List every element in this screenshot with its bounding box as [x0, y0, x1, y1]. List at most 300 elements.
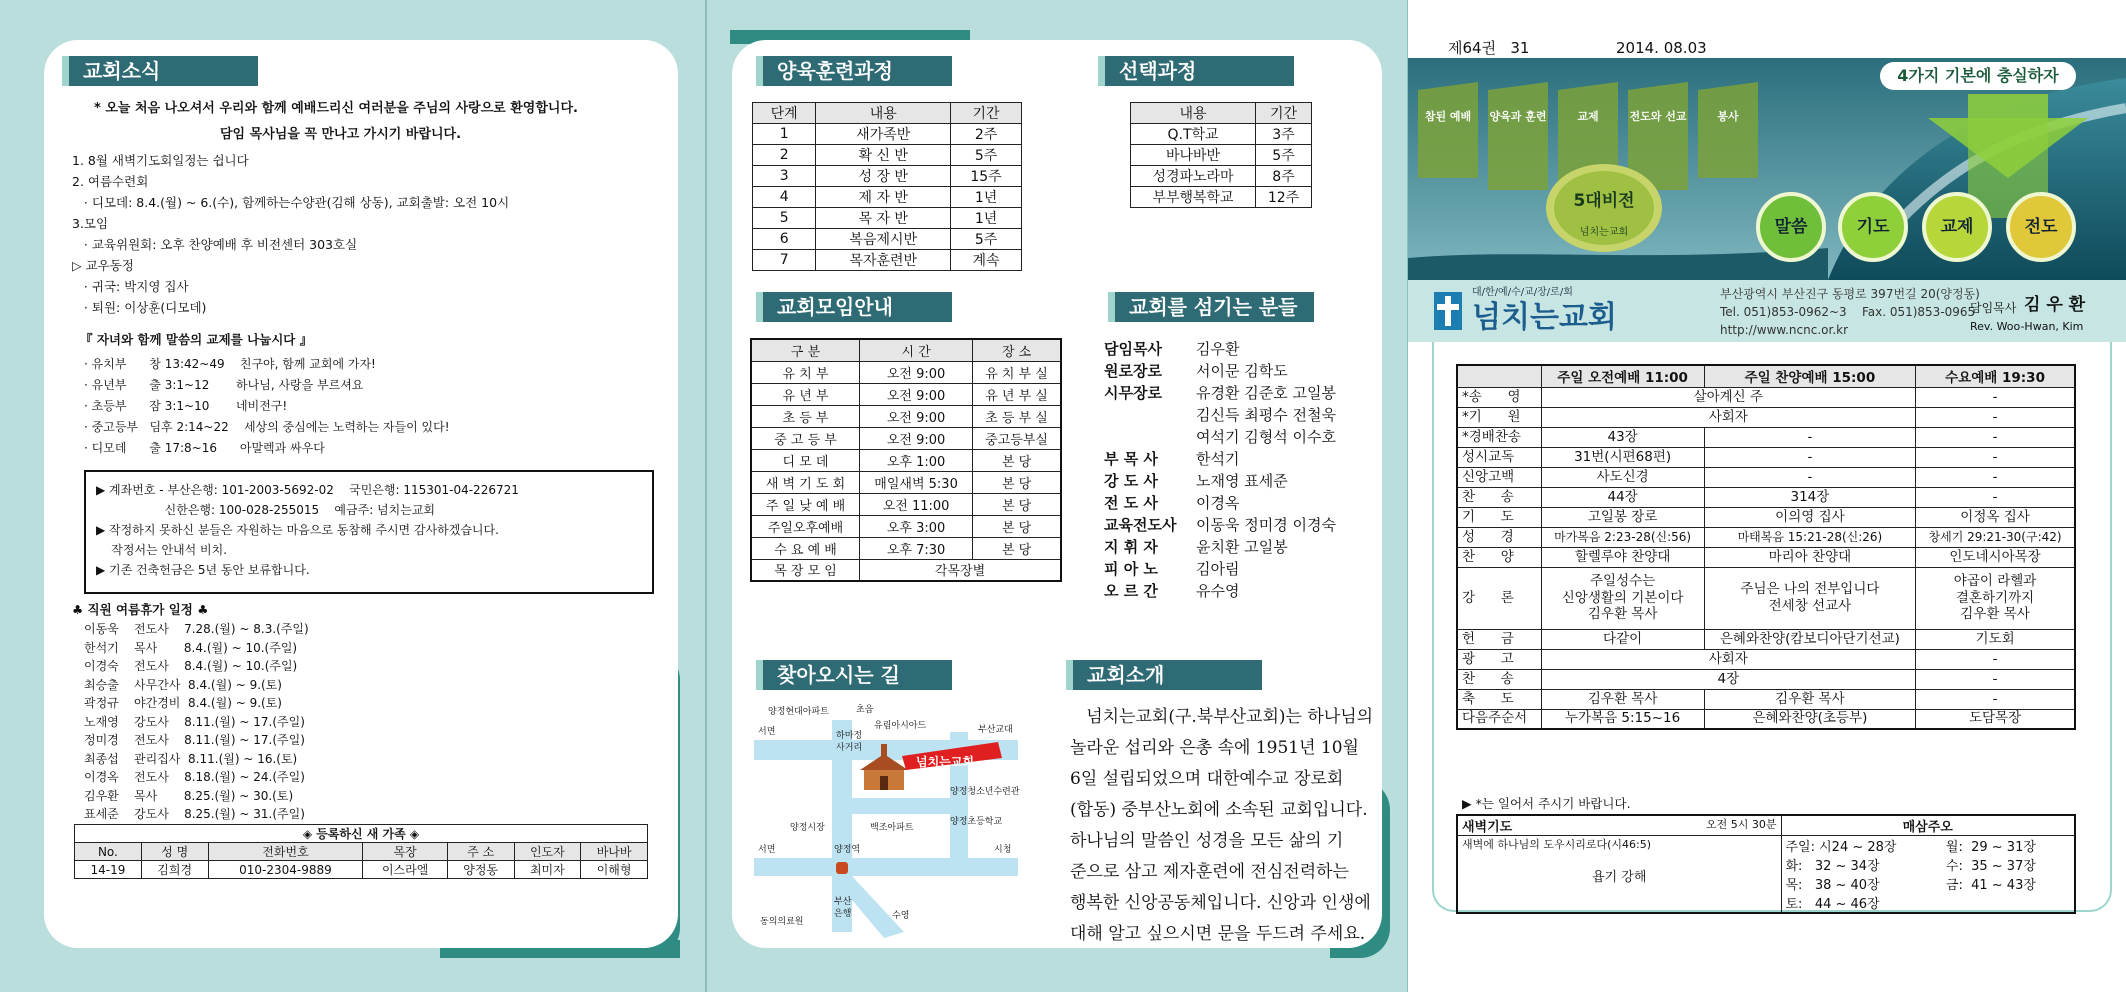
notice-item: ▶ 기존 건축헌금은 5년 동안 보류합니다. [96, 563, 310, 577]
table-cell: 12주 [1256, 187, 1312, 208]
table-row [1782, 836, 2075, 855]
table-cell: 목 장 모 임 [751, 559, 860, 581]
staff-row [1104, 360, 1336, 382]
column-header: 전화번호 [208, 843, 363, 861]
bible-title: 매삼주오 [1781, 815, 2075, 836]
table-cell: 유 년 부 [751, 383, 860, 405]
table-cell: 주님은 나의 전부입니다 전세창 선교사 [1704, 567, 1915, 629]
table-cell: - [1704, 427, 1915, 447]
table-row [753, 187, 1022, 208]
staff-row [1104, 470, 1336, 492]
news-item: · 교육위원회: 오후 찬양예배 후 비전센터 303호실 [72, 237, 358, 252]
table-cell: *경배찬송 [1457, 427, 1541, 447]
vacation-item: 노재영 강도사 8.11.(월) ~ 17.(주일) [84, 714, 305, 729]
section-title: 교회모임안내 [756, 292, 952, 322]
value-circle: 말씀 [1756, 192, 1826, 262]
table-cell: 3주 [1256, 124, 1312, 145]
intro-line: 넘치는교회(구.북부산교회)는 하나님의 [1070, 707, 1374, 727]
sharing-list [84, 354, 450, 459]
intro-line: 행복한 신앙공동체입니다. 신앙과 인생에 [1070, 893, 1371, 913]
table-row [1782, 855, 2075, 874]
table-cell: 14-19 [75, 861, 142, 879]
table-cell: 수 요 예 배 [751, 537, 860, 559]
table-row [75, 861, 648, 879]
table-cell: - [1916, 387, 2075, 407]
table-cell: 기 도 [1457, 507, 1541, 527]
table-cell: - [1916, 427, 2075, 447]
table-cell: 7 [753, 250, 816, 271]
column-header: 목장 [363, 843, 447, 861]
staff-row [1104, 338, 1336, 360]
table-cell: 주일성수는 신앙생활의 기본이다 김우환 목사 [1541, 567, 1704, 629]
table-cell: 각목장별 [860, 559, 1061, 581]
table-cell: 성 경 [1457, 527, 1541, 547]
table-cell: 창세기 29:21-30(구:42) [1916, 527, 2075, 547]
welcome-text: 담임 목사님을 꼭 만나고 가시기 바랍니다. [220, 127, 462, 142]
vacation-item: 이동욱 전도사 7.28.(월) ~ 8.3.(주일) [84, 622, 309, 636]
table-cell: 유 치 부 실 [973, 361, 1061, 383]
intro-line: (합동) 중부산노회에 소속된 교회입니다. [1070, 800, 1368, 820]
table-row [751, 559, 1061, 581]
staff-row [1104, 492, 1336, 514]
table-cell: 성경파노라마 [1131, 166, 1256, 187]
table-row [751, 427, 1061, 449]
table-cell: 월: 29 ~ 31장 [1945, 840, 2036, 855]
table-row [751, 449, 1061, 471]
table-cell: - [1916, 447, 2075, 467]
table-cell: 오후 3:00 [860, 515, 973, 537]
value-circle: 기도 [1838, 192, 1908, 262]
column-header: 수요예배 19:30 [1916, 365, 2075, 387]
column-header: 성 명 [141, 843, 208, 861]
table-cell: 김희경 [141, 861, 208, 879]
welcome-text: * 오늘 처음 나오셔서 우리와 함께 예배드리신 여러분을 주님의 사랑으로 환영합니다. [94, 101, 578, 116]
staff-names: 김아림 [1196, 560, 1240, 578]
vacation-item: 최승출 사무간사 8.4.(월) ~ 9.(토) [84, 677, 282, 692]
church-name: 넘치는교회 [1472, 300, 1617, 335]
map-label: 양정현대아파트 [768, 707, 829, 717]
table-row [1131, 187, 1312, 208]
church-info [1408, 280, 2126, 342]
staff-names: 이동욱 정미경 이경숙 [1196, 516, 1336, 534]
table-row [1457, 547, 2075, 567]
notice-item: 작정서는 안내석 비치. [96, 543, 228, 557]
table-cell: 초 등 부 [751, 405, 860, 427]
table-cell [1942, 893, 2074, 912]
vacation-item: 이경숙 전도사 8.4.(월) ~ 10.(주일) [84, 659, 298, 673]
table-cell: 본 당 [973, 471, 1061, 493]
staff-role: 지 휘 자 [1104, 538, 1158, 556]
section-title: 교회소식 [62, 56, 258, 86]
vacation-item: 이경옥 전도사 8.18.(월) ~ 24.(주일) [84, 770, 305, 784]
staff-row [1104, 558, 1336, 580]
table-row [1457, 427, 2075, 447]
table-row [1457, 387, 2075, 407]
worship-table [1456, 364, 2076, 730]
map-label: 동의의료원 [760, 917, 804, 927]
staff-names: 서이문 김학도 [1196, 362, 1288, 380]
table-cell: 누가복음 5:15~16 [1541, 709, 1704, 729]
table-cell: 부부행복학교 [1131, 187, 1256, 208]
column-header: 구 분 [751, 339, 860, 361]
staff-role: 전 도 사 [1104, 494, 1158, 512]
table-row [753, 145, 1022, 166]
column-header: 장 소 [973, 339, 1061, 361]
table-cell: 제 자 반 [816, 187, 951, 208]
table-cell: 이의영 집사 [1704, 507, 1915, 527]
column-header: 기간 [1256, 103, 1312, 124]
staff-names: 노재영 표세준 [1196, 472, 1288, 490]
staff-role: 오 르 간 [1104, 582, 1158, 600]
table-row [1782, 893, 2075, 912]
column-header: 내용 [816, 103, 951, 124]
staff-row [1104, 536, 1336, 558]
table-cell: 유 치 부 [751, 361, 860, 383]
table-cell: 8주 [1256, 166, 1312, 187]
staff-names: 김신득 최평수 전철욱 [1196, 406, 1336, 424]
staff-names: 한석기 [1196, 450, 1240, 468]
table-cell: 오전 9:00 [860, 427, 973, 449]
pastor-en: Rev. Woo-Hwan, Kim [1970, 320, 2084, 333]
bible-reading [1782, 836, 2075, 912]
map-church-label: 넘치는교회 [916, 755, 974, 769]
table-row [751, 405, 1061, 427]
table-cell: - [1916, 669, 2075, 689]
table-cell: 김우환 목사 [1541, 689, 1704, 709]
staff-role: 시무장로 [1104, 384, 1162, 402]
column-header: 주 소 [447, 843, 514, 861]
table-cell: 복음제시반 [816, 229, 951, 250]
volume-number: 제64권 31 [1448, 39, 1530, 57]
note: ▶ *는 일어서 주시기 바랍니다. [1462, 796, 1631, 811]
table-cell: Q.T학교 [1131, 124, 1256, 145]
column-header: 바나바 [581, 843, 648, 861]
table-cell: 고일봉 장로 [1541, 507, 1704, 527]
table-row [1457, 649, 2075, 669]
section-title: 찾아오시는 길 [756, 660, 952, 690]
table-cell: 은혜와찬양(캄보디아단기선교) [1704, 629, 1915, 649]
table-cell: 계속 [951, 250, 1022, 271]
table-row [751, 493, 1061, 515]
slogan: 4가지 기본에 충실하자 [1880, 62, 2076, 90]
table-cell: 살아계신 주 [1541, 387, 1916, 407]
notice-item: ▶ 작정하지 못하신 분들은 자원하는 마음으로 동참해 주시면 감사하겠습니다. [96, 523, 499, 537]
banner-label: 교제 [1577, 110, 1599, 123]
value-circle: 교제 [1922, 192, 1992, 262]
table-cell: 목자훈련반 [816, 250, 951, 271]
table-row [1457, 487, 2075, 507]
info-panel [732, 40, 1382, 948]
table-cell: 매일새벽 5:30 [860, 471, 973, 493]
staff-row [1104, 426, 1336, 448]
column-header: 주일 오전예배 11:00 [1541, 365, 1704, 387]
table-cell: - [1916, 689, 2075, 709]
staff-row [1104, 404, 1336, 426]
church-denomination: 대/한/예/수/교/장/로/회 [1472, 287, 1573, 298]
pastor-label: 담임목사 [1970, 301, 2017, 315]
sharing-item: · 디모데 출 17:8~16 아말렉과 싸우다 [84, 441, 325, 455]
table-cell: 주일오후예배 [751, 515, 860, 537]
news-item: 1. 8월 새벽기도회일정는 쉽니다 [72, 153, 249, 168]
news-item: ▷ 교우동정 [72, 258, 134, 273]
table-cell: 5주 [951, 145, 1022, 166]
section-title: 교회소개 [1066, 660, 1262, 690]
table-row [1131, 124, 1312, 145]
table-cell: 사회자 [1541, 649, 1916, 669]
column-header: 기간 [951, 103, 1022, 124]
table-cell: 새 벽 기 도 회 [751, 471, 860, 493]
table-cell: 1년 [951, 187, 1022, 208]
staff-names: 윤치환 고일봉 [1196, 538, 1288, 556]
value-circle: 전도 [2006, 192, 2076, 262]
sharing-item: · 초등부 잠 3:1~10 네비전구! [84, 399, 288, 413]
vacation-list [84, 620, 309, 824]
table-cell: 성 장 반 [816, 166, 951, 187]
table-cell: 오전 11:00 [860, 493, 973, 515]
church-tel: Tel. 051)853-0962~3 Fax. 051)853-0965 [1720, 305, 1976, 319]
table-row [751, 361, 1061, 383]
table-row [1457, 709, 2075, 729]
table-row [751, 537, 1061, 559]
dawn-label: 새벽기도 [1462, 820, 1513, 835]
table-cell: 목 자 반 [816, 208, 951, 229]
map-label: 양정청소년수련관 [950, 787, 1020, 797]
table-row [1131, 166, 1312, 187]
table-row [753, 208, 1022, 229]
banner-label: 참된 예배 [1424, 110, 1472, 123]
table-row [1457, 669, 2075, 689]
staff-list [1104, 338, 1336, 602]
map-label: 은행 [834, 909, 852, 919]
church-web[interactable]: http://www.ncnc.or.kr [1720, 323, 1849, 337]
table-cell: *기 원 [1457, 407, 1541, 427]
vacation-item: 한석기 목사 8.4.(월) ~ 10.(주일) [84, 640, 298, 655]
intro-line: 대해 알고 싶으시면 문을 두드려 주세요. [1070, 924, 1366, 944]
table-cell: 4 [753, 187, 816, 208]
vacation-item: 곽정규 야간경비 8.4.(월) ~ 9.(토) [84, 696, 282, 710]
table-cell: 2 [753, 145, 816, 166]
column-header [1457, 365, 1541, 387]
intro-line: 6일 설립되었으며 대한예수교 장로회 [1070, 769, 1344, 789]
table-cell: 본 당 [973, 493, 1061, 515]
table-cell: 초 등 부 실 [973, 405, 1061, 427]
table-cell: 김우환 목사 [1704, 689, 1915, 709]
news-item: · 귀국: 박지영 집사 [72, 279, 189, 294]
column-header: 시 간 [860, 339, 973, 361]
table-cell: 기도회 [1916, 629, 2075, 649]
table-cell: 다같이 [1541, 629, 1704, 649]
staff-role: 부 목 사 [1104, 450, 1158, 468]
table-cell: 이정옥 집사 [1916, 507, 2075, 527]
table-cell: 인도네시아목장 [1916, 547, 2075, 567]
table-cell: 314장 [1704, 487, 1915, 507]
elective-table-wrap [1130, 102, 1312, 208]
staff-names: 유수영 [1196, 582, 1240, 600]
staff-role: 피 아 노 [1104, 560, 1158, 578]
table-cell: 도담목장 [1916, 709, 2075, 729]
table-cell: 이해형 [581, 861, 648, 879]
section-title: 교회를 섬기는 분들 [1108, 292, 1314, 322]
table-cell: 헌 금 [1457, 629, 1541, 649]
table-cell: 31번(시편68편) [1541, 447, 1704, 467]
news-item: 3.모임 [72, 216, 109, 231]
sharing-item: · 유치부 창 13:42~49 친구야, 함께 교회에 가자! [84, 357, 376, 371]
news-item: 2. 여름수련회 [72, 174, 149, 189]
table-cell: *송 영 [1457, 387, 1541, 407]
map-label: 시청 [994, 845, 1012, 855]
table-cell: 찬 송 [1457, 669, 1541, 689]
subway-icon [836, 862, 848, 874]
table-cell: 오전 9:00 [860, 361, 973, 383]
section-title: 선택과정 [1098, 56, 1294, 86]
vision-badge: 5대비전 [1573, 191, 1635, 211]
table-cell: 사도신경 [1541, 467, 1704, 487]
banner-label: 봉사 [1717, 110, 1739, 123]
table-cell: 광 고 [1457, 649, 1541, 669]
table-cell: 강 론 [1457, 567, 1541, 629]
staff-role: 원로장로 [1104, 362, 1162, 380]
table-cell: 5 [753, 208, 816, 229]
table-row [1457, 447, 2075, 467]
table-cell: 본 당 [973, 515, 1061, 537]
vision-sub: 넘치는교회 [1579, 227, 1629, 238]
table-row [1782, 874, 2075, 893]
vacation-item: 정미경 전도사 8.11.(월) ~ 17.(주일) [84, 733, 305, 747]
table-cell: - [1704, 467, 1915, 487]
table-cell: 은혜와찬양(초등부) [1704, 709, 1915, 729]
dawn-table [1456, 814, 2076, 914]
table-row [753, 124, 1022, 145]
dawn-time: 오전 5시 30분 [1706, 818, 1777, 831]
map-label: 양정역 [834, 845, 861, 855]
notice-item: ▶ 계좌번호 - 부산은행: 101-2003-5692-02 국민은행: 115301-04-226721 [96, 483, 519, 497]
table-cell: 오전 9:00 [860, 383, 973, 405]
table-cell: 신앙고백 [1457, 467, 1541, 487]
map[interactable] [754, 702, 1018, 938]
map-label: 수영 [892, 911, 910, 921]
column-header: 주일 찬양예배 15:00 [1704, 365, 1915, 387]
staff-row [1104, 580, 1336, 602]
table-cell: 본 당 [973, 537, 1061, 559]
vacation-item: 김우환 목사 8.25.(월) ~ 30.(토) [84, 788, 294, 803]
news-item: · 퇴원: 이상훈(디모데) [72, 300, 207, 315]
table-row [1457, 407, 2075, 427]
table-cell: 성시교독 [1457, 447, 1541, 467]
table-cell: 중 고 등 부 [751, 427, 860, 449]
notice-item: 신한은행: 100-028-255015 예금주: 넘치는교회 [96, 503, 436, 517]
intro-line: 놀라운 섭리와 은총 속에 1951년 10월 [1070, 738, 1359, 758]
cover-panel [1408, 0, 2126, 992]
table-cell: - [1916, 649, 2075, 669]
staff-names: 여석기 김형석 이수호 [1196, 428, 1336, 446]
new-family-title: ◈ 등록하신 새 가족 ◈ [75, 825, 648, 843]
table-row [1457, 467, 2075, 487]
table-cell: 마태복음 15:21-28(신:26) [1704, 527, 1915, 547]
map-label: 사거리 [836, 743, 863, 753]
table-cell: 주일: 시24 ~ 28장 [1785, 840, 1897, 855]
table-cell: 5주 [1256, 145, 1312, 166]
table-row [753, 166, 1022, 187]
table-cell: - [1916, 407, 2075, 427]
table-row [1457, 567, 2075, 629]
column-header: 단계 [753, 103, 816, 124]
staff-row [1104, 514, 1336, 536]
staff-role: 담임목사 [1104, 340, 1162, 358]
worship-table-wrap [1456, 364, 2076, 730]
map-label: 유림아시아드 [874, 721, 927, 731]
table-cell: 축 도 [1457, 689, 1541, 709]
column-header: 내용 [1131, 103, 1256, 124]
table-cell: 이스라엘 [363, 861, 447, 879]
table-cell: 주 일 낮 예 배 [751, 493, 860, 515]
table-cell: 6 [753, 229, 816, 250]
table-cell: 찬 양 [1457, 547, 1541, 567]
new-family-table-wrap [74, 824, 648, 879]
table-cell: 야곱이 라헬과 결혼하기까지 김우환 목사 [1916, 567, 2075, 629]
training-table-wrap [752, 102, 1022, 271]
banner [1408, 58, 2126, 280]
table-cell: 목: 38 ~ 40장 [1785, 878, 1880, 893]
table-cell: 44장 [1541, 487, 1704, 507]
church-address: 부산광역시 부산진구 동평로 397번길 20(양정동) [1720, 287, 1980, 301]
table-row [1457, 507, 2075, 527]
table-row [753, 250, 1022, 271]
table-row [1457, 689, 2075, 709]
table-row [753, 229, 1022, 250]
table-cell: 다음주순서 [1457, 709, 1541, 729]
elective-table [1130, 102, 1312, 208]
table-cell: 010-2304-9889 [208, 861, 363, 879]
table-cell: 수: 35 ~ 37장 [1945, 859, 2036, 874]
fold-line [705, 0, 707, 992]
map-label: 양정시장 [790, 823, 825, 833]
staff-names: 이경옥 [1196, 494, 1240, 512]
table-cell: 43장 [1541, 427, 1704, 447]
news-item: · 디모데: 8.4.(월) ~ 6.(수), 함께하는수양관(김해 상동), 교회출발: 오전 10시 [72, 195, 510, 210]
cross-icon [1434, 292, 1462, 330]
table-cell: - [1704, 447, 1915, 467]
map-label: 양정초등학교 [950, 817, 1003, 827]
training-table [752, 102, 1022, 271]
sharing-item: · 중고등부 딤후 2:14~22 세상의 중심에는 노력하는 자들이 있다! [84, 420, 450, 434]
table-cell: - [1916, 467, 2075, 487]
table-cell: 확 신 반 [816, 145, 951, 166]
table-cell: 양정동 [447, 861, 514, 879]
table-cell: 사회자 [1541, 407, 1916, 427]
vacation-title: ♣ 직원 여름휴가 일정 ♣ [72, 602, 209, 617]
table-cell: 2주 [951, 124, 1022, 145]
notice-list [96, 480, 642, 580]
table-cell: - [1916, 487, 2075, 507]
sharing-item: · 유년부 출 3:1~12 하나님, 사랑을 부르셔요 [84, 378, 364, 392]
news-list [72, 150, 509, 318]
table-cell: 할렐루야 찬양대 [1541, 547, 1704, 567]
intro-line: 준으로 삼고 제자훈련에 전심전력하는 [1070, 862, 1349, 882]
table-cell: 중고등부실 [973, 427, 1061, 449]
banner-label: 양육과 훈련 [1489, 110, 1547, 123]
table-cell: 3 [753, 166, 816, 187]
staff-row [1104, 382, 1336, 404]
vacation-item: 최종섭 관리집사 8.11.(월) ~ 16.(토) [84, 751, 298, 766]
meeting-table-wrap [750, 338, 1062, 582]
table-cell: 마리아 찬양대 [1704, 547, 1915, 567]
dawn-table-wrap [1456, 814, 2076, 914]
staff-role: 강 도 사 [1104, 472, 1158, 490]
section-title: 양육훈련과정 [756, 56, 952, 86]
table-row [751, 471, 1061, 493]
table-cell: 유 년 부 실 [973, 383, 1061, 405]
map-label: 서면 [758, 845, 776, 855]
